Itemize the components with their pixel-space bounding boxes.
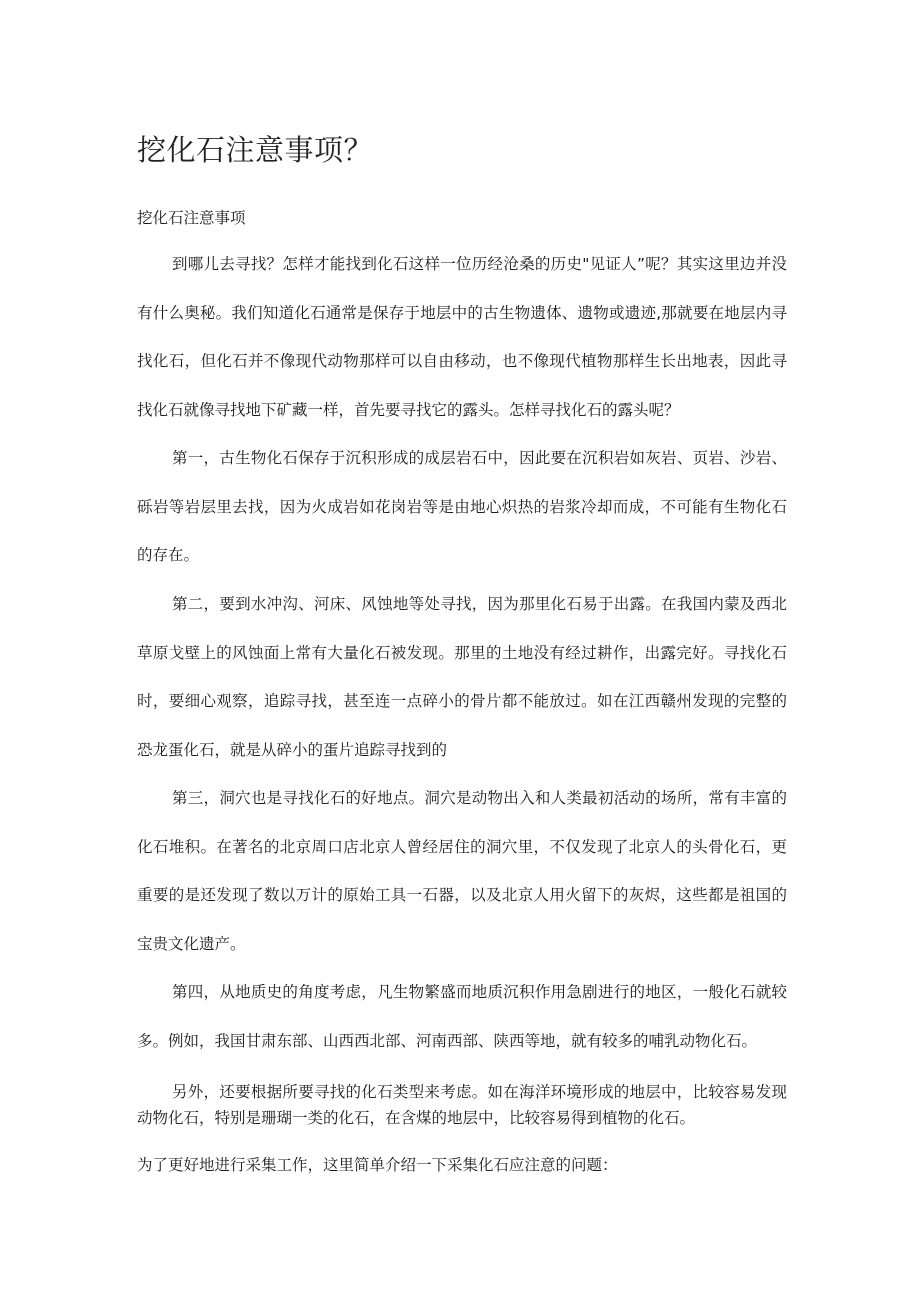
paragraph-intro: 到哪儿去寻找？怎样才能找到化石这样一位历经沧桑的历史"见证人”呢？其实这里边并没有什么奥秘。我们知道化石通常是保存于地层中的古生物遗体、遗物或遗迹,那就要在地层内寻找化石，但化石并不像现代动物那样可以自由移动，也不像现代植物那样生长出地表，因此寻找化石就像寻找地下矿藏一样，首先要寻找它的露头。怎样寻找化石的露头呢？ <box>137 255 787 419</box>
section-heading: 挖化石注意事项 <box>137 209 246 227</box>
paragraph-first: 第一，古生物化石保存于沉积形成的成层岩石中，因此要在沉积岩如灰岩、页岩、沙岩、砾岩等岩层里去找，因为火成岩如花岗岩等是由地心炽热的岩浆冷却而成，不可能有生物化石的存在。 <box>137 449 787 564</box>
paragraph-additional: 另外，还要根据所要寻找的化石类型来考虑。如在海洋环境形成的地层中，比较容易发现动物化石，特别是珊瑚一类的化石，在含煤的地层中，比较容易得到植物的化石。 <box>137 1083 787 1127</box>
paragraph-third: 第三，洞穴也是寻找化石的好地点。洞穴是动物出入和人类最初活动的场所，常有丰富的化石堆积。在著名的北京周口店北京人曾经居住的洞穴里，不仅发现了北京人的头骨化石，更重要的是还发现了数以万计的原始工具一石器，以及北京人用火留下的灰烬，这些都是祖国的宝贵文化遗产。 <box>137 789 787 953</box>
paragraph-collection-intro: 为了更好地进行采集工作，这里简单介绍一下采集化石应注意的问题： <box>137 1156 618 1174</box>
page-title: 挖化石注意事项？ <box>137 133 374 167</box>
paragraph-second: 第二，要到水冲沟、河床、风蚀地等处寻找，因为那里化石易于出露。在我国内蒙及西北草原戈壁上的风蚀面上常有大量化石被发现。那里的土地没有经过耕作，出露完好。寻找化石时，要细心观察，追踪寻找，甚至连一点碎小的骨片都不能放过。如在江西赣州发现的完整的恐龙蛋化石，就是从碎小的蛋片追踪寻找到的 <box>137 595 787 759</box>
paragraph-fourth: 第四，从地质史的角度考虑，凡生物繁盛而地质沉积作用急剧进行的地区，一般化石就较多。例如，我国甘肃东部、山西西北部、河南西部、陕西等地，就有较多的哺乳动物化石。 <box>137 983 787 1050</box>
